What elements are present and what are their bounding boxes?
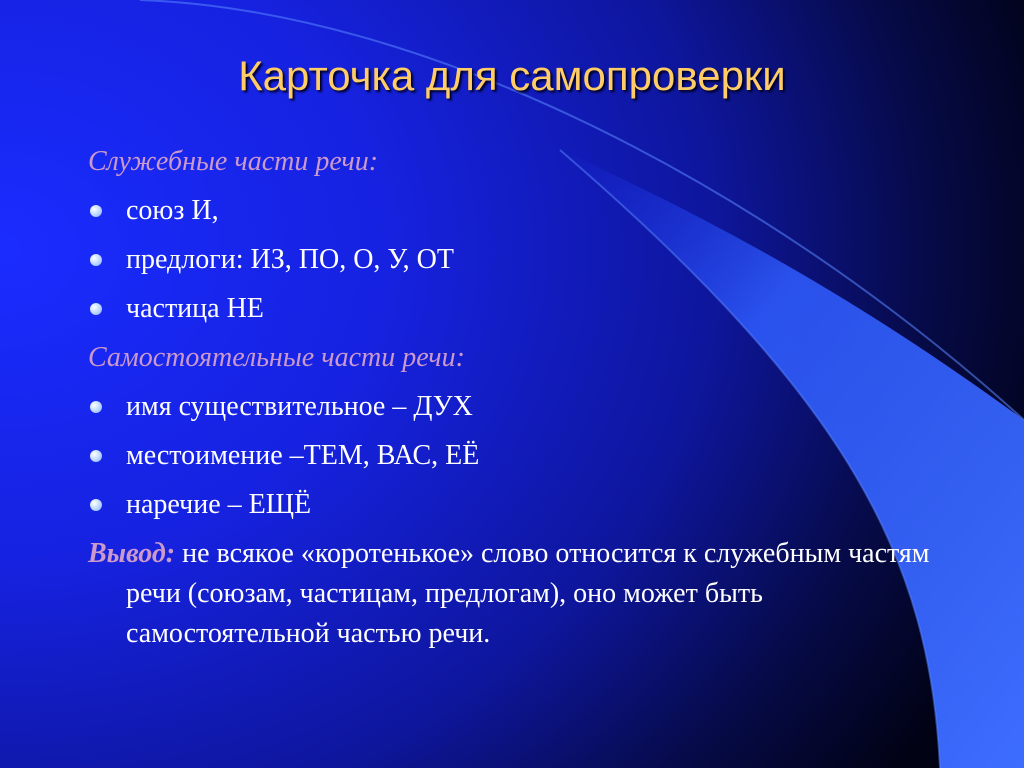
bullet-icon [90,205,102,217]
list-item-text: наречие – ЕЩЁ [126,489,312,520]
list-item [88,391,938,423]
conclusion-label: Вывод: [88,538,176,569]
list-item [88,244,938,276]
list-item-text: союз И, [126,195,219,226]
conclusion [88,534,956,654]
list-item [88,293,938,325]
slide-title: Карточка для самопроверки [238,52,786,99]
bullet-icon [90,401,102,413]
list-item-text: частица НЕ [126,293,264,324]
bullet-icon [90,450,102,462]
list-item-text: местоимение –ТЕМ, ВАС, ЕЁ [126,440,480,471]
bullet-icon [90,303,102,315]
list-item-text: предлоги: ИЗ, ПО, О, У, ОТ [126,244,455,275]
conclusion-text: не всякое «коротенькое» слово относится к служебным частям речи (союзам, частицам, предлогам), оно может быть самостоятельной частью речи. [126,538,930,649]
list-item [88,440,938,472]
list-item-text: имя существительное – ДУХ [126,391,473,422]
slide-content [88,146,938,654]
list-item [88,195,938,227]
bullet-icon [90,254,102,266]
list-item [88,489,938,521]
bullet-icon [90,499,102,511]
independent-parts-heading: Самостоятельные части речи: [88,342,465,373]
service-parts-heading: Служебные части речи: [88,146,379,177]
